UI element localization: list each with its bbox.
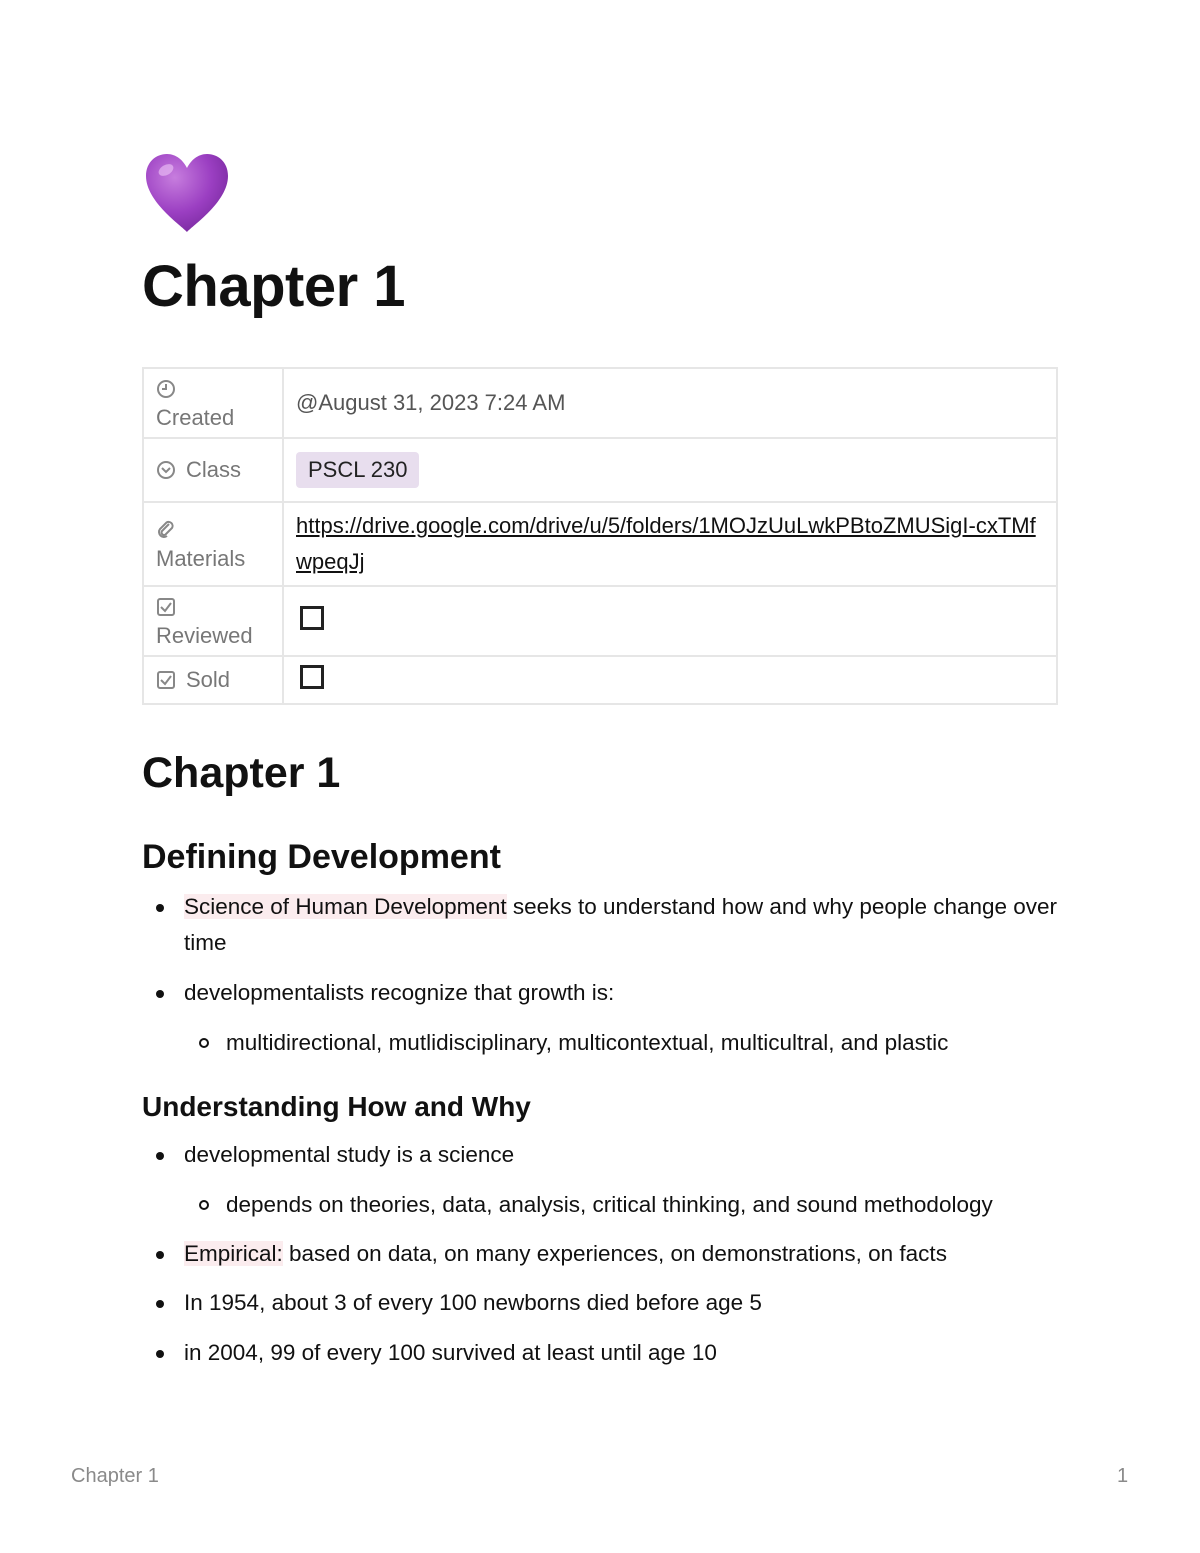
list-item: developmental study is a science [142, 1137, 1058, 1173]
list-item: depends on theories, data, analysis, critical thinking, and sound methodology [142, 1187, 1058, 1223]
page-title: Chapter 1 [142, 254, 406, 319]
select-circle-icon [156, 460, 176, 480]
property-label: Reviewed [156, 623, 253, 648]
property-label: Class [186, 457, 242, 482]
clock-icon [156, 379, 176, 399]
property-value-class[interactable] [283, 438, 1057, 502]
page-number: 1 [1117, 1465, 1129, 1487]
checkbox-icon [156, 597, 176, 617]
property-value-sold [283, 656, 1057, 704]
property-row-sold [143, 656, 1057, 704]
property-row-class [143, 438, 1057, 502]
list-understanding [142, 1137, 1058, 1371]
property-row-materials [143, 502, 1057, 586]
sold-checkbox[interactable] [300, 665, 324, 689]
property-value-reviewed [283, 586, 1057, 656]
property-name-class [143, 438, 283, 502]
properties-table [142, 367, 1058, 705]
property-name-sold [143, 656, 283, 704]
paperclip-icon [156, 520, 176, 540]
property-label: Created [156, 405, 235, 430]
footer-title: Chapter 1 [71, 1465, 159, 1487]
materials-link[interactable]: https://drive.google.com/drive/u/5/folders/1MOJzUuLwkPBtoZMUSigI-cxTMfwpeqJj [296, 513, 1036, 574]
list-item: In 1954, about 3 of every 100 newborns died before age 5 [142, 1285, 1058, 1321]
list-item: developmentalists recognize that growth is: [142, 975, 1058, 1011]
property-name-reviewed [143, 586, 283, 656]
list-item: in 2004, 99 of every 100 survived at least until age 10 [142, 1335, 1058, 1371]
class-tag[interactable]: PSCL 230 [296, 452, 419, 488]
list-item: multidirectional, mutlidisciplinary, multicontextual, multicultral, and plastic [142, 1025, 1058, 1061]
content-heading: Chapter 1 [142, 749, 341, 797]
property-name-created [143, 368, 283, 438]
purple-heart-icon [142, 150, 232, 236]
property-value-created[interactable]: @August 31, 2023 7:24 AM [283, 368, 1057, 438]
reviewed-checkbox[interactable] [300, 606, 324, 630]
list-item: Science of Human Development seeks to understand how and why people change over time [142, 889, 1058, 961]
list-defining-development [142, 889, 1058, 1061]
property-name-materials [143, 502, 283, 586]
checkbox-icon [156, 670, 176, 690]
highlighted-term: Science of Human Development [184, 894, 507, 919]
list-item: Empirical: based on data, on many experiences, on demonstrations, on facts [142, 1236, 1058, 1272]
section-heading-defining-development: Defining Development [142, 838, 501, 876]
property-row-reviewed [143, 586, 1057, 656]
section-heading-understanding: Understanding How and Why [142, 1091, 531, 1122]
property-value-materials [283, 502, 1057, 586]
property-label: Sold [186, 667, 231, 692]
highlighted-term: Empirical: [184, 1241, 283, 1266]
property-row-created [143, 368, 1057, 438]
property-label: Materials [156, 546, 246, 571]
